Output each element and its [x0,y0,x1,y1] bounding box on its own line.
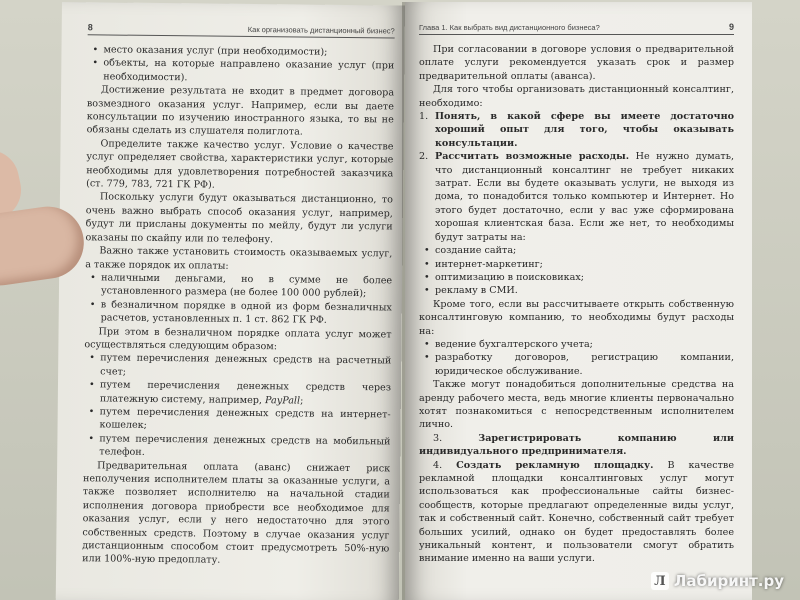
list-item: • объекты, на которые направлено оказание услуг (при необходимости). [103,57,394,87]
list-item: • рекламу в СМИ. [435,284,734,297]
step-title: Создать рекламную площадку. [456,459,654,471]
site-watermark [651,572,784,590]
transfer-bullet-list [83,352,391,462]
right-page [405,2,752,600]
list-item-text: путем перечисления денежных средств на интернет-кошелек; [99,406,391,432]
left-page-text [82,43,394,569]
list-item: • интернет-маркетинг; [435,258,734,271]
list-item: • создание сайта; [435,244,734,257]
right-running-head [419,22,734,35]
step-number: 1. [419,111,429,123]
company-bullet-list [419,338,734,378]
list-item [100,352,391,382]
step-item [419,110,734,150]
right-page-text [419,43,734,566]
watermark-text: Лабиринт.ру [673,572,784,590]
top-bullet-list [87,43,394,86]
paragraph: Предварительная оплата (аванс) снижает риск неполучения исполнителем платы за оказанные услуги, а также позволяет исполнителю на начальной стадии исполнения договора приобрести все необходимое для оказания услуг, если у него недостаточно для этого собственных средств. Поэтому в случае оказания услуг дистанционным способом стоит предусмотреть 50%-ную или 100%-ную предоплату. [82,459,391,567]
list-item: • ведение бухгалтерского учета; [435,338,734,351]
step-paragraph [419,459,734,566]
list-item: • в безналичном порядке в одной из форм безналичных расчетов, установленных п. 1 ст. 862 ГК РФ. [101,298,392,328]
list-item: • разработку договоров, регистрацию компании, юридическое обслуживание. [435,351,734,378]
payment-bullet-list [85,271,393,328]
list-item: • место оказания услуг (при необходимости); [103,43,394,59]
left-running-title: Как организовать дистанционный бизнес? [247,24,395,36]
labirint-logo-icon: Л [651,572,669,590]
list-item-text: путем перечисления денежных средств через платежную систему, например, [99,379,392,406]
paragraph: При согласовании в договоре условия о предварительной оплате услуги рекомендуется указать срок и размер предварительной оплаты (аванса). [419,44,734,82]
step-title: Рассчитать возможные расходы. [435,151,630,163]
left-page-number: 8 [87,22,93,33]
cost-bullet-list [419,244,734,298]
step-paragraph [419,432,734,459]
open-book [62,2,752,600]
list-item-text: ; [300,395,304,407]
paragraph: При этом в безналичном порядке оплата услуг может осуществляться следующим образом: [84,325,392,353]
paragraph: Определите также качество услуг. Условие о качестве услуг определяет свойства, характеристики услуг, которые необходимы для удовлетворения потребностей заказчика (ст. 779, 783, 721 ГК РФ). [86,138,394,191]
paragraph: Важно также установить стоимость оказываемых услуг, а также порядок их оплаты: [85,245,393,272]
paragraph: Также могут понадобиться дополнительные средства на аренду рабочего места, ведь многие клиенты первоначально хотят познакомиться с непосредственным исполнителем лично. [419,379,734,431]
paragraph: Достижение результата не входит в предмет договора возмездного оказания услуг. Например, если вы даете консультации по изучению иностранного языка, то вы не обязаны сделать из слушателя полиглота. [86,84,395,138]
step-text: В качестве рекламной площадки консалтинговых услуг могут использоваться как профессиональные сайты бизнес-сообществ, которые предлагают определенные виды услуг, так и собственный сайт. Конечно, собственный сайт требует больших усилий, однако он будет предоставлять более уникальный контент, и пользователи смогут обратить внимание именно на ваши услуги. [419,459,734,565]
step-title: Понять, в какой сфере вы имеете достаточно хороший опыт для того, чтобы оказывать консультации. [435,111,734,149]
left-page [56,2,405,600]
list-item-text: путем перечисления денежных средств на расчетный счет; [100,352,392,378]
step-number: 3. [433,432,443,444]
paragraph: Для того чтобы организовать дистанционный консалтинг, необходимо: [419,84,734,109]
list-item: • наличными деньгами, но в сумме не более установленного размера (не более 100 000 рублей); [101,271,392,301]
paragraph: Кроме того, если вы рассчитываете открыть собственную консалтинговую компанию, то необходимы будут расходы на: [419,298,734,337]
paragraph: Поскольку услуги будут оказываться дистанционно, то очень важно выбрать способ оказания услуг, например, будут ли присланы документы по мейлу, будут ли услуги оказаны по скайпу или по телефону. [85,191,393,245]
left-running-head [88,22,395,38]
payment-system-name: PayPall [265,394,301,407]
list-item-text: путем перечисления денежных средств на мобильный телефон. [99,433,391,459]
list-item: • оптимизацию в поисковиках; [435,271,734,284]
step-number: 2. [419,151,429,163]
list-item [99,405,390,435]
list-item [99,432,390,462]
list-item [100,379,391,409]
step-text: Не нужно думать, что дистанционный консалтинг не требует никаких затрат. Если вы будете оказывать услуги, не выходя из дома, то понадобится только компьютер и Интернет. Но этого будет достаточно, если у вас уже сформирована хорошая клиентская база. Если же нет, то необходимы будут затраты на: [435,151,734,243]
steps-list [419,110,734,244]
right-page-number: 9 [728,22,734,32]
step-title: Зарегистрировать компанию или индивидуального предпринимателя. [419,432,734,458]
right-running-title: Глава 1. Как выбрать вид дистанционного бизнеса? [419,23,600,32]
step-number: 4. [433,459,443,471]
step-item [419,150,734,244]
